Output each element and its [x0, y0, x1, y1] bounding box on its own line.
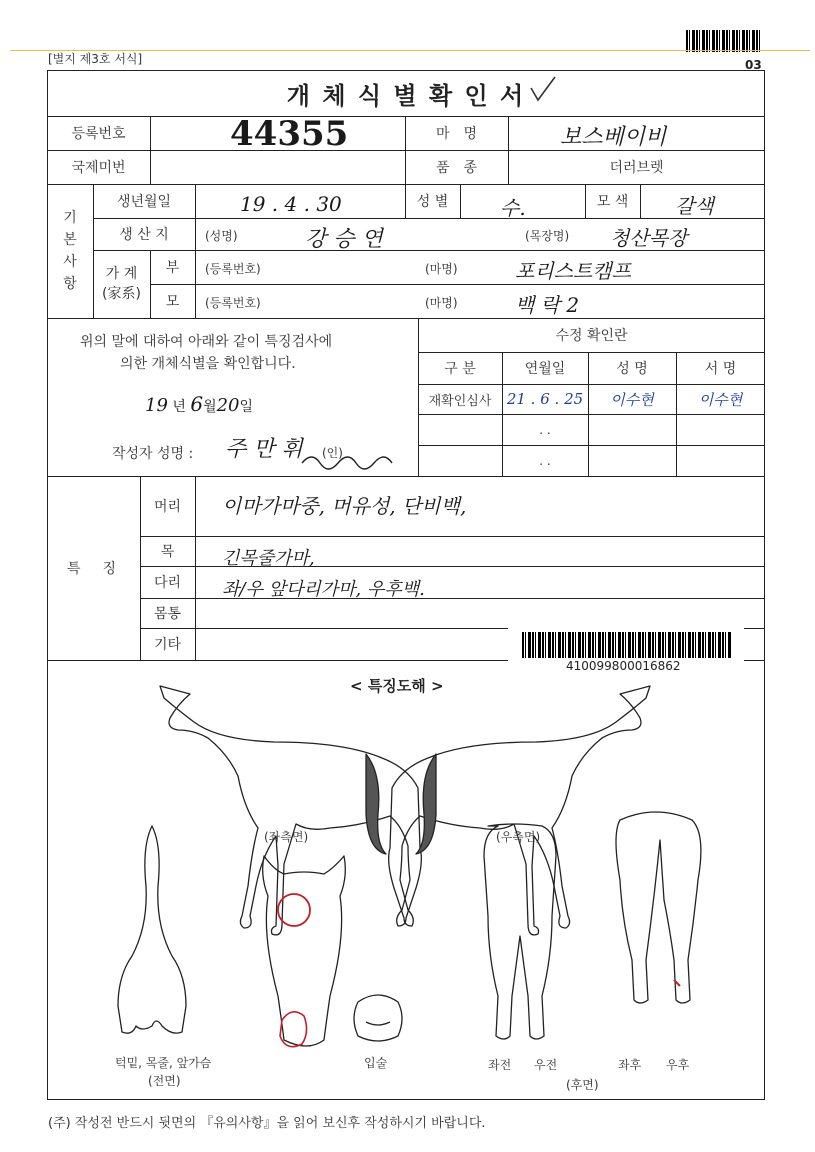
- head-label: 머리: [153, 499, 182, 515]
- footer-note: (주) 작성전 반드시 뒷면의 『유의사항』을 읽어 보신후 작성하시기 바랍니다.: [48, 1116, 486, 1131]
- breed-value: 더러브렛: [609, 160, 664, 176]
- left-side-horse-icon: [160, 686, 421, 935]
- neck-label: 목: [160, 544, 175, 560]
- color-value: 갈색: [675, 194, 714, 218]
- front-caption-1: 턱밑, 목줄, 앞가슴: [115, 1056, 212, 1070]
- reg-no-label: 등록번호: [71, 126, 126, 142]
- rear-caption: (후면): [566, 1078, 599, 1092]
- intl-no-label: 국제미번: [71, 160, 126, 176]
- sticker-barcode: [522, 632, 732, 658]
- revision-header-kind: 구 분: [444, 361, 476, 377]
- writer-label: 작성자 성명 :: [112, 446, 194, 462]
- head-value: 이마가마중, 머유성, 단비백,: [222, 494, 467, 518]
- dam-reg-label: (등록번호): [205, 296, 261, 310]
- front-left-caption: 좌전: [488, 1058, 512, 1072]
- top-barcode: [686, 30, 762, 52]
- right-side-horse-icon: [389, 686, 650, 935]
- pedigree-label-1: 가 계: [105, 266, 138, 282]
- signature-scribble-icon: [300, 448, 410, 470]
- basic-section-label: [47, 184, 93, 318]
- right-side-caption: (우측면): [496, 830, 541, 844]
- leg-value: 좌/우 앞다리가마, 우후백.: [222, 579, 425, 600]
- breed-label: 품 종: [435, 160, 478, 176]
- revision-row3-date: . .: [539, 453, 551, 468]
- front-caption-2: (전면): [148, 1074, 181, 1088]
- dam-label: 모: [165, 294, 180, 310]
- basic-label-3: 사: [63, 254, 77, 270]
- rear-left-caption: 좌후: [618, 1058, 642, 1072]
- basic-label-2: 본: [63, 232, 77, 248]
- front-neck-icon: [118, 826, 186, 1033]
- leg-label: 다리: [153, 575, 182, 591]
- revision-header-date: 연월일: [524, 361, 566, 377]
- diagram-title: < 특징도해 >: [350, 677, 444, 695]
- horse-name-value: 보스베이비: [560, 125, 667, 150]
- origin-name-value: 강 승 연: [305, 227, 383, 252]
- rear-right-caption: 우후: [666, 1058, 690, 1072]
- sex-label: 성 별: [416, 194, 449, 210]
- date-m-label: 월: [203, 399, 217, 415]
- head-front-icon: [263, 856, 346, 1047]
- form-code: [별지 제3호 서식]: [48, 52, 143, 66]
- etc-label: 기타: [153, 637, 182, 653]
- birth-label: 생년월일: [116, 194, 172, 210]
- horse-diagram: [48, 680, 764, 1098]
- revision-header-sign: 서 명: [704, 361, 737, 377]
- revision-title: 수정 확인란: [555, 328, 628, 344]
- left-side-caption: (좌측면): [264, 830, 309, 844]
- features-section-label: 특 징: [66, 561, 121, 577]
- origin-name-label: (성명): [205, 229, 238, 243]
- revision-row1-name: 이수현: [610, 390, 654, 409]
- sire-label: 부: [165, 260, 180, 276]
- color-label: 모 색: [596, 194, 629, 210]
- farm-label: (목장명): [525, 229, 570, 243]
- rear-view-icon: [616, 812, 701, 1003]
- confirm-text-1: 위의 말에 대하여 아래와 같이 특징검사에: [80, 334, 333, 350]
- dam-name-label: (마명): [425, 296, 458, 310]
- pedigree-label: [93, 250, 150, 318]
- date-d-label: 일: [239, 399, 254, 415]
- writer-seal: (인): [322, 446, 343, 460]
- dam-name-value: 백 락 2: [515, 293, 580, 317]
- sire-name-value: 포리스트캠프: [515, 259, 631, 283]
- front-right-caption: 우전: [534, 1058, 558, 1072]
- date-dd: 20: [216, 395, 240, 416]
- neck-value: 긴목줄가마,: [222, 548, 315, 569]
- sticker-number: 410099800016862: [566, 659, 681, 673]
- confirm-date: [145, 392, 253, 416]
- reg-no-value: 44355: [230, 114, 349, 154]
- check-mark-icon: [528, 74, 558, 104]
- confirm-text-2: 의한 개체식별을 확인합니다.: [120, 356, 296, 372]
- body-label: 몸통: [153, 606, 182, 622]
- pedigree-label-2: (家系): [102, 286, 141, 302]
- sire-name-label: (마명): [425, 262, 458, 276]
- sex-value: 수.: [500, 196, 526, 220]
- lips-caption: 입술: [364, 1056, 388, 1070]
- form-title: 개 체 식 별 확 인 서: [286, 81, 526, 110]
- origin-label: 생 산 지: [119, 227, 169, 243]
- revision-row2-date: . .: [539, 422, 551, 437]
- revision-row1-date: 21 . 6 . 25: [506, 390, 584, 408]
- basic-label-4: 항: [63, 276, 77, 292]
- horse-name-label: 마 명: [435, 126, 478, 142]
- date-mm: 6: [190, 392, 204, 416]
- page-code: 03: [745, 58, 762, 72]
- birth-value: 19 . 4 . 30: [240, 192, 342, 216]
- revision-row1-kind: 재확인심사: [428, 393, 492, 409]
- writer-value: 주 만 휘: [225, 437, 303, 462]
- revision-header-name: 성 명: [616, 361, 648, 377]
- revision-row1-sign: 이수현: [698, 390, 743, 409]
- sire-reg-label: (등록번호): [205, 262, 261, 276]
- date-yy: 19: [145, 395, 168, 416]
- lips-icon: [354, 995, 402, 1041]
- farm-value: 청산목장: [610, 226, 688, 250]
- basic-label-1: 기: [63, 210, 77, 226]
- date-y-label: 년: [172, 399, 186, 415]
